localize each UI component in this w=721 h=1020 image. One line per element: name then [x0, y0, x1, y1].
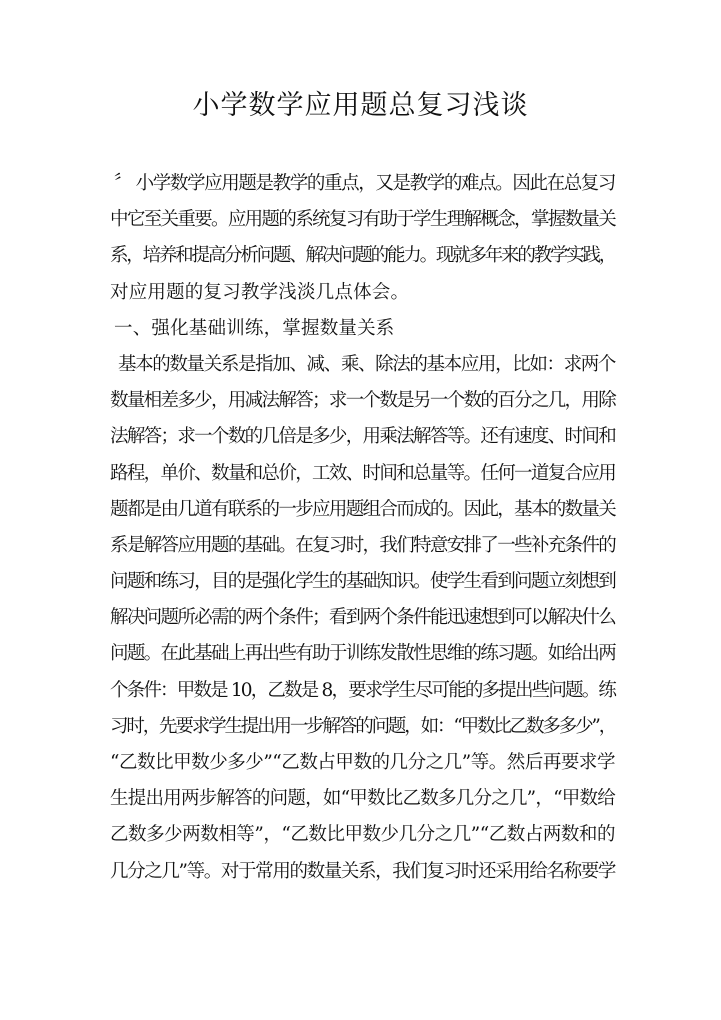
- text-line-6: [110, 347, 615, 383]
- line-text: 数量相差多少，用减法解答；求一个数是另一个数的百分之几，用除: [110, 390, 615, 412]
- line-text: 基本的数量关系是指加、减、乘、除法的基本应用，比如：求两个: [118, 353, 615, 375]
- text-line-12: [110, 564, 615, 600]
- line-text: 题都是由几道有联系的一步应用题组合而成的。因此，基本的数量关: [110, 498, 615, 520]
- text-line-19: [110, 817, 615, 853]
- text-line-3: [110, 238, 615, 274]
- text-line-14: [110, 636, 615, 672]
- line-text: 系是解答应用题的基础。在复习时，我们特意安排了一些补充条件的: [110, 534, 615, 556]
- text-line-11: [110, 528, 615, 564]
- text-line-8: [110, 419, 615, 455]
- text-line-20: [110, 854, 615, 890]
- text-line-10: [110, 492, 615, 528]
- line-text: 中它至关重要。应用题的系统复习有助于学生理解概念，掌握数量关: [110, 209, 615, 231]
- line-text: 对应用题的复习教学浅淡几点体会。: [110, 281, 410, 303]
- line-text: 路程，单价、数量和总价，工效、时间和总量等。任何一道复合应用: [110, 462, 615, 484]
- line-text: “乙数比甲数少多少”“乙数占甲数的几分之几”等。然后再要求学: [110, 752, 615, 773]
- line-text: 问题和练习，目的是强化学生的基础知识。使学生看到问题立刻想到: [110, 571, 615, 593]
- line-text: 〞 小学数学应用题是教学的重点，又是教学的难点。因此在总复习: [114, 173, 615, 194]
- section-heading-1: [110, 311, 615, 347]
- line-text: 法解答；求一个数的几倍是多少，用乘法解答等。还有速度、时间和: [110, 426, 615, 448]
- line-text: 问题。在此基础上再出些有助于训练发散性思维的练习题。如给出两: [110, 643, 615, 665]
- text-line-7: [110, 383, 615, 419]
- text-line-4: [110, 275, 615, 311]
- text-line-16: [110, 709, 615, 745]
- line-text: 个条件：甲数是 10，乙数是 8，要求学生尽可能的多提出些问题。练: [110, 679, 615, 701]
- line-text: 乙数多少两数相等”，“乙数比甲数少几分之几”“乙数占两数和的: [110, 824, 615, 846]
- text-line-18: [110, 781, 615, 817]
- line-text: 生提出用两步解答的问题，如“甲数比乙数多几分之几”，“甲数给: [110, 788, 615, 810]
- line-text: 几分之几”等。对于常用的数量关系，我们复习时还采用给名称要学: [110, 860, 615, 882]
- line-text: 习时，先要求学生提出用一步解答的问题，如：“甲数比乙数多多少”，: [110, 715, 615, 737]
- line-text: 系，培养和提高分析问题、解决问题的能力。现就多年来的教学实践，: [110, 245, 615, 267]
- text-line-13: [110, 600, 615, 636]
- text-line-1: [110, 166, 615, 202]
- document-title: 小学数学应用题总复习浅谈: [192, 90, 529, 121]
- text-line-15: [110, 673, 615, 709]
- text-line-17: [110, 745, 615, 781]
- text-line-9: [110, 456, 615, 492]
- line-text: 一、强化基础训练，掌握数量关系: [114, 317, 395, 339]
- line-text: 解决问题所必需的两个条件；看到两个条件能迅速想到可以解决什么: [110, 607, 615, 629]
- text-line-2: [110, 202, 615, 238]
- document-body: [110, 166, 615, 890]
